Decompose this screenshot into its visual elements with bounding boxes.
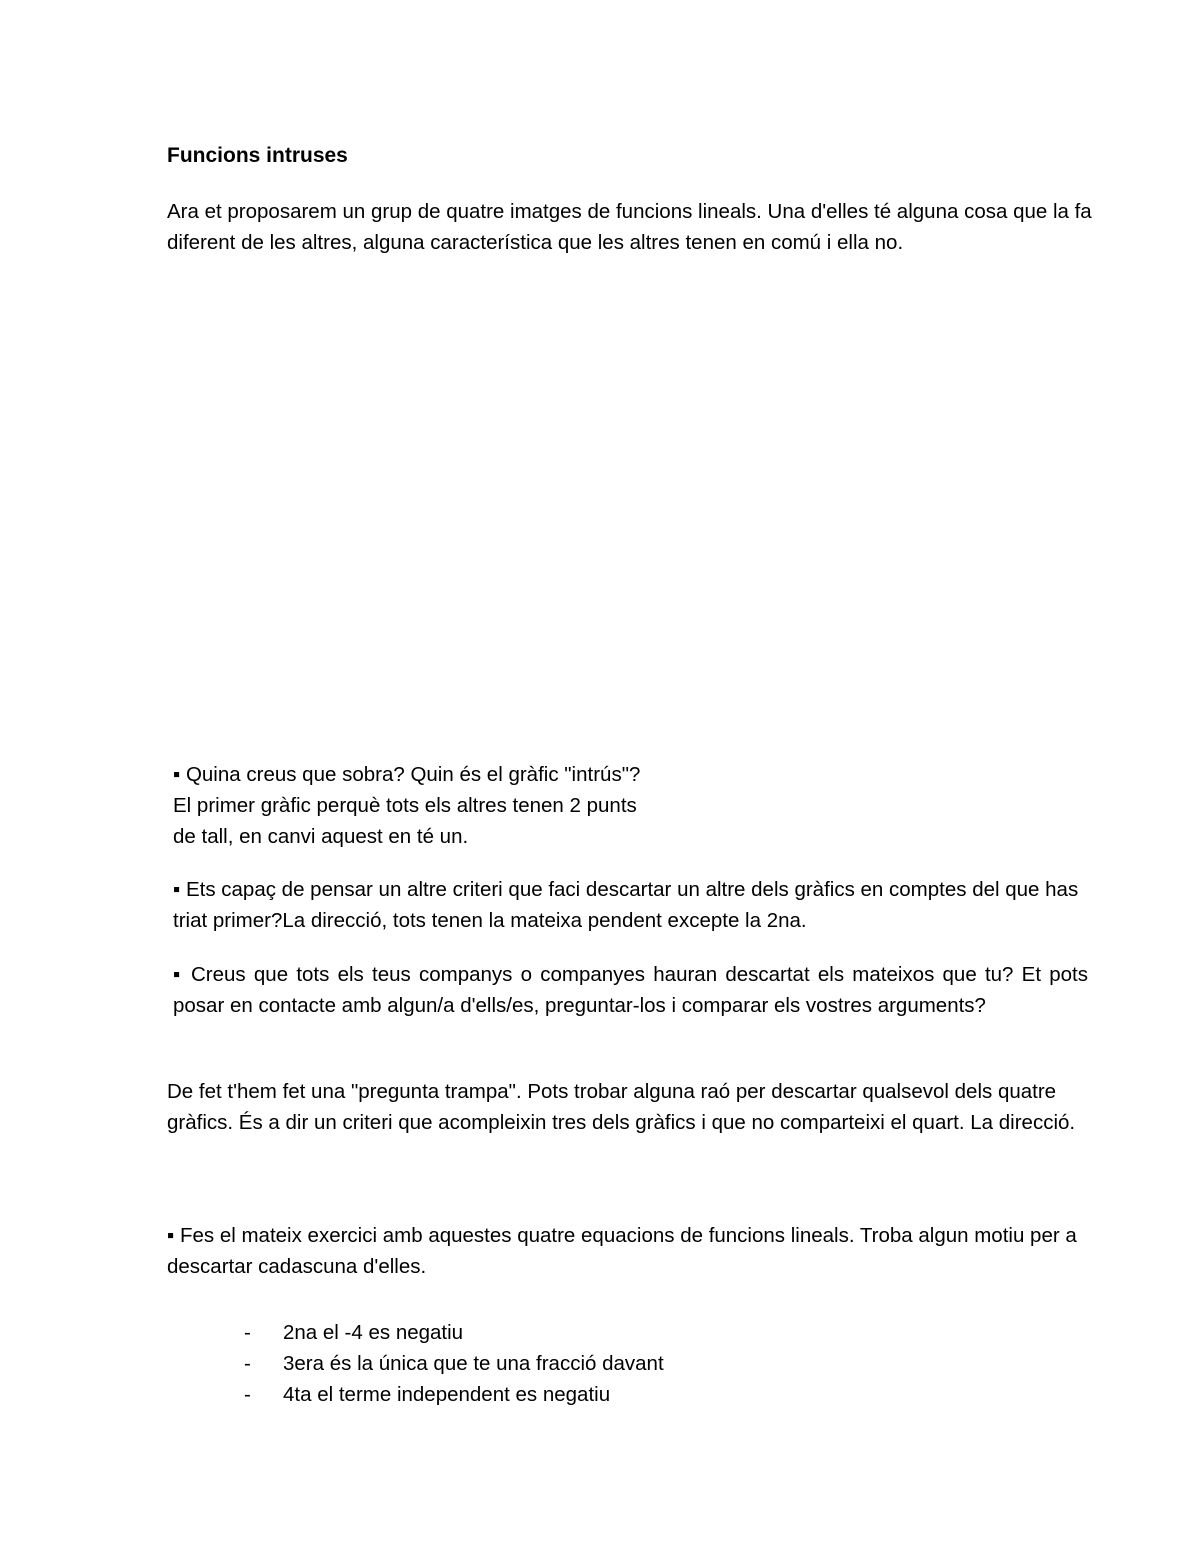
question-1-line-2: El primer gràfic perquè tots els altres tenen 2 punts — [173, 794, 637, 817]
list-item — [241, 1379, 664, 1410]
list-dash: - — [244, 1352, 251, 1375]
list-item — [241, 1317, 664, 1348]
list-item — [241, 1348, 664, 1379]
answer-text: 3era és la única que te una fracció davant — [283, 1352, 664, 1375]
answer-text: 4ta el terme independent es negatiu — [283, 1383, 611, 1406]
question-2: ▪ Ets capaç de pensar un altre criteri que faci descartar un altre dels gràfics en comptes del que has triat primer?La direcció, tots tenen la mateixa pendent excepte la 2na. — [173, 878, 1079, 932]
question-1 — [173, 759, 773, 852]
list-dash: - — [244, 1321, 251, 1344]
answers-list — [241, 1317, 664, 1410]
question-4: ▪ Fes el mateix exercici amb aquestes quatre equacions de funcions lineals. Troba algun motiu per a descartar cadascuna d'elles. — [167, 1224, 1077, 1278]
trick-question-paragraph: De fet t'hem fet una "pregunta trampa". Pots trobar alguna raó per descartar qualsevol dels quatre gràfics. És a dir un criteri que acompleixin tres dels gràfics i que no comparteixi el quart. La direcció. — [167, 1080, 1076, 1134]
question-3: ▪ Creus que tots els teus companys o companyes hauran descartat els mateixos que tu? Et pots posar en contacte amb algun/a d'ells/es, preguntar-los i comparar els vostres arguments? — [173, 963, 1088, 1017]
document-title: Funcions intruses — [167, 144, 348, 167]
question-1-line-3: de tall, en canvi aquest en té un. — [173, 825, 469, 848]
intro-paragraph: Ara et proposarem un grup de quatre imatges de funcions lineals. Una d'elles té alguna cosa que la fa diferent de les altres, alguna característica que les altres tenen en comú i ella no. — [167, 200, 1092, 254]
question-1-line-1: ▪ Quina creus que sobra? Quin és el gràfic "intrús"? — [173, 763, 641, 786]
list-dash: - — [244, 1383, 251, 1406]
answer-text: 2na el -4 es negatiu — [283, 1321, 464, 1344]
